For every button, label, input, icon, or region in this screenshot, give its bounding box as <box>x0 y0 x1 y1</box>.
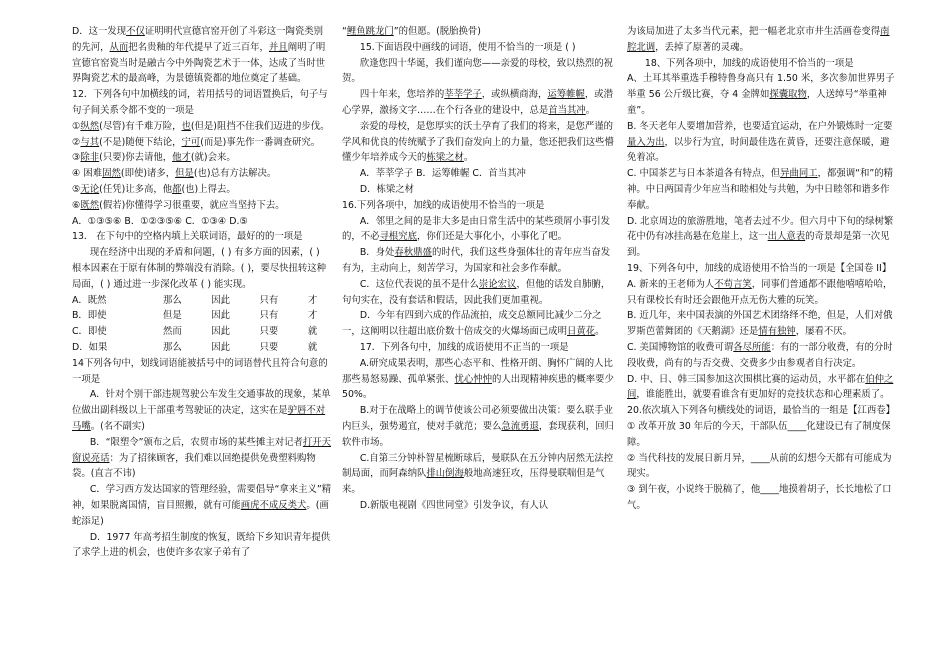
q14-option-d-continued: “鲤鱼跳龙门”的但愿。(脱胎换骨) <box>342 26 481 37</box>
q16-option-b: B．身处春秋鼎盛的时代，我们这些身强体壮的青年应当奋发有为，主动向上，刻苦学习，为国家和社会多作奉献。 <box>342 247 611 274</box>
q18-option-c: C. 中国茶艺与日本茶道各有特点，但异曲同工，都强调“和”的精神。中日两国青少年应当和睦相处与共勉，为中日睦邻和谐多作奉献。 <box>627 168 893 211</box>
q12-item-4: ④ 困难固然(即使)诸多，但是(也)总有方法解决。 <box>72 168 277 180</box>
q15-paragraph-1: 欣逢您四十华诞，我们谨向您——亲爱的母校，致以热烈的祝贺。 <box>342 57 613 85</box>
q11-option-d: D．这一发现不仅证明明代宣德官窑开创了斗彩这一陶瓷类别的先河，从而把名贵釉的年代提早了近三百年，并且阐明了明宣德官窑瓷当时是融古今中外陶瓷艺术于一体，达成了当时世界陶瓷艺术的最高峰，为景德镇瓷都的地位奠定了基础。 <box>72 26 326 85</box>
q18-option-a: A、土耳其举重选手穆特鲁身高只有 1.50 米，多次参加世界男子举重 56 公斤级比赛，夺 4 金牌如探囊取物，人送绰号“举重神童”。 <box>627 73 895 116</box>
column-middle <box>342 24 616 514</box>
q16-stem: 16.下列各项中，加线的成语使用不恰当的一项是 <box>342 199 545 211</box>
q14-option-d: D．1977 年高考招生制度的恢复，既给下乡知识青年提供了求学上进的机会，也使许多农家子弟有了 <box>72 531 331 559</box>
q15-paragraph-2: 四十年来，您培养的莘莘学子，或纵横商海，运筹帷幄，或潜心学界，激扬文字……在个行各业的建设中，总是首当其冲。 <box>342 89 614 116</box>
q13-body: 现在经济中出现的矛盾和问题，( ) 有多方面的因素，( ) 根本因素在于原有体制的弊端没有消除。( )，要尽快扭转这种局面，( ) 通过进一步深化改革 ( ) 能实现。 <box>72 247 327 290</box>
q19-option-b: B. 近几年，来中国表演的外国艺术团络绎不绝，但是，人们对俄罗斯芭蕾舞团的《天鹅湖》还是情有独钟，屡看不厌。 <box>627 310 893 338</box>
q15-stem: 15.下面语段中画线的词语，使用不恰当的一项是 ( ) <box>359 41 576 53</box>
q17-stem: 17．下列各句中，加线的成语使用不正当的一项是 <box>359 341 569 353</box>
q12-item-2: ②与其(不是)随便下结论，宁可(而是)事先作一番调查研究。 <box>72 136 321 148</box>
q15-options: A．莘莘学子 B．运筹帷幄 C．首当其冲 <box>359 168 526 180</box>
q17-option-d-continued: 为该局加进了太多当代元素，把一幅老北京市井生活画卷变得南腔北调，丢掉了原著的灵魂。 <box>627 26 890 53</box>
q17-option-a: A.研究成果表明，那些心态平和、性格开朗、胸怀广阔的人比那些易怒易躁、孤单紧张、忧心忡忡的人出现精神疾患的概率要少50%。 <box>342 357 614 401</box>
q16-option-d: D．今年有四到六成的作品流拍，成交总额同比减少二分之一，这阐明以往超出底价数十倍成交的火爆场面已成明日黄花。 <box>342 310 605 338</box>
q19-stem: 19、下列各句中，加线的成语使用不恰当的一项是【全国卷 II】 <box>627 262 892 274</box>
q20-line-3: ③ 到午夜，小说终于脱稿了，他____地摸着胡子，长长地松了口气。 <box>627 484 892 511</box>
q12-item-1: ①纵然(尽管)有千难万险，也(但是)阻挡不住我们迈进的步伐。 <box>72 120 330 132</box>
q18-option-d: D. 北京周边的旅游胜地，笔者去过不少。但六月中下旬的绿树繁花中仍有冰挂高悬在危崖上，这一出人意表的奇景却是第一次见到。 <box>627 215 894 259</box>
q13-option-b: B．即使 但是 因此 只有 才 <box>72 310 318 322</box>
q19-option-d: D. 中、日、韩三国参加这次围棋比赛的运动员，水平都在伯仲之间，谁能胜出，就要看谁含有更加好的竞技状态和心理素质了。 <box>627 373 894 401</box>
q19-option-a: A. 新来的王老师为人不苟言笑，同事们普通都不跟他嘻嘻哈哈，只有课校长有时还会跟他开点无伤大雅的玩笑。 <box>627 278 893 306</box>
q15-option-d: D．栋梁之材 <box>359 183 414 195</box>
q18-option-b: B. 冬天老年人要增加营养，也要适宜运动，在户外锻炼时一定要量入为出，以步行为宜，时间最佳选在黄昏，还要注意保暖，避免着凉。 <box>627 120 893 164</box>
q16-option-a: A．邻里之间的是非大多是由日常生活中的某些琐屑小事引发的，不必寻根究底，你们还是大事化小，小事化了吧。 <box>342 215 611 243</box>
q19-option-c: C. 美国博物馆的收费可谓各尽所能：有的一部分收费，有的分时段收费，尚有的与否交费、交费多少由参观者自行决定。 <box>627 341 893 369</box>
q15-paragraph-3: 亲爱的母校，是您厚实的沃土孕育了我们的将来，是您严谨的学风和优良的传统赋予了我们奋发向上的力量，您还把我们这些懵懂少年培养成今天的栋梁之材。 <box>342 120 614 164</box>
q20-line-2: ② 当代科技的发展日新月异，____从前的幻想今天都有可能成为现实。 <box>627 452 892 480</box>
q16-option-c: C．这位代表说的虽不是什么崇论宏议，但他的话发自肺腑，句句实在，没有套话和假话，因此我们更加重视。 <box>342 278 611 306</box>
q12-options: A．①③⑤⑥ B．①②③⑤⑥ C．①③④ D.⑤ <box>72 215 248 227</box>
q13-option-d: D．如果 那么 因此 只要 就 <box>72 341 318 353</box>
q13-options-table <box>72 293 332 356</box>
q14-option-a: A．针对个别干部违规驾驶公车发生交通事故的现象，某单位做出副科级以上干部重考驾驶证的决定，这实在是驴唇不对马嘴。(名不副实) <box>72 389 331 432</box>
q13-option-c: C．即使 然而 因此 只要 就 <box>72 326 318 338</box>
q14-option-b: B．“限塑令”颁布之后，农贸市场的某些摊主对记者打开天窗说亮话：为了招徕顾客，我们难以回绝提供免费塑料购物袋。(直言不讳) <box>72 436 332 480</box>
q12-item-5: ⑤无论(任凭)让多高，他都(也)上得去。 <box>72 183 236 195</box>
q18-stem: 18、下列各项中，加线的成语使用不恰当的一项是 <box>644 57 854 69</box>
q12-item-6: ⑥既然(假若)你懂得学习很重要，就应当坚持下去。 <box>72 199 285 211</box>
q13-option-a: A．既然 那么 因此 只有 才 <box>72 294 318 306</box>
q20-stem: 20.依次填入下列各句横线处的词语，最恰当的一组是【江西卷】 <box>627 405 896 417</box>
column-right <box>627 24 895 514</box>
q13-stem: 13． 在下句中的空格内填上关联词语，最好的的一项是 <box>72 231 303 243</box>
q14-option-c: C．学习西方发达国家的管理经验，需要倡导“拿来主义”精神，如果脱离国情，盲目照搬，就有可能画虎不成反类犬。(画蛇添足) <box>72 484 332 527</box>
q17-option-c: C.自第三分钟朴智星梳断球后，曼联队在五分钟内居然无法控制局面，而阿森纳队排山倒海般地高速狂攻，压得曼联喘但是气来。 <box>342 452 614 496</box>
q17-option-b: B.对于在战略上的调节使该公司必须要做出决策：要么联手业内巨头，强势遏宜，使对手就范；要么急流勇退，套现获利，回归软件市场。 <box>342 405 614 448</box>
q14-stem: 14下列各句中，划线词语能被括号中的词语替代且符合句意的一项是 <box>72 357 328 385</box>
q12-stem: 12．下列各句中加横线的词，若用括号的词语置换后，句子与句子间关系令都不变的一项是 <box>72 89 328 116</box>
q17-option-d: D.新版电视剧《四世同堂》引发争议，有人认 <box>359 499 549 511</box>
q12-item-3: ③除非(只要)你去请他，他才(就)会来。 <box>72 152 236 164</box>
q20-line-1: ① 改革开放 30 年后的今天，干部队伍____化建设已有了制度保障。 <box>627 420 891 448</box>
column-left <box>72 24 332 561</box>
